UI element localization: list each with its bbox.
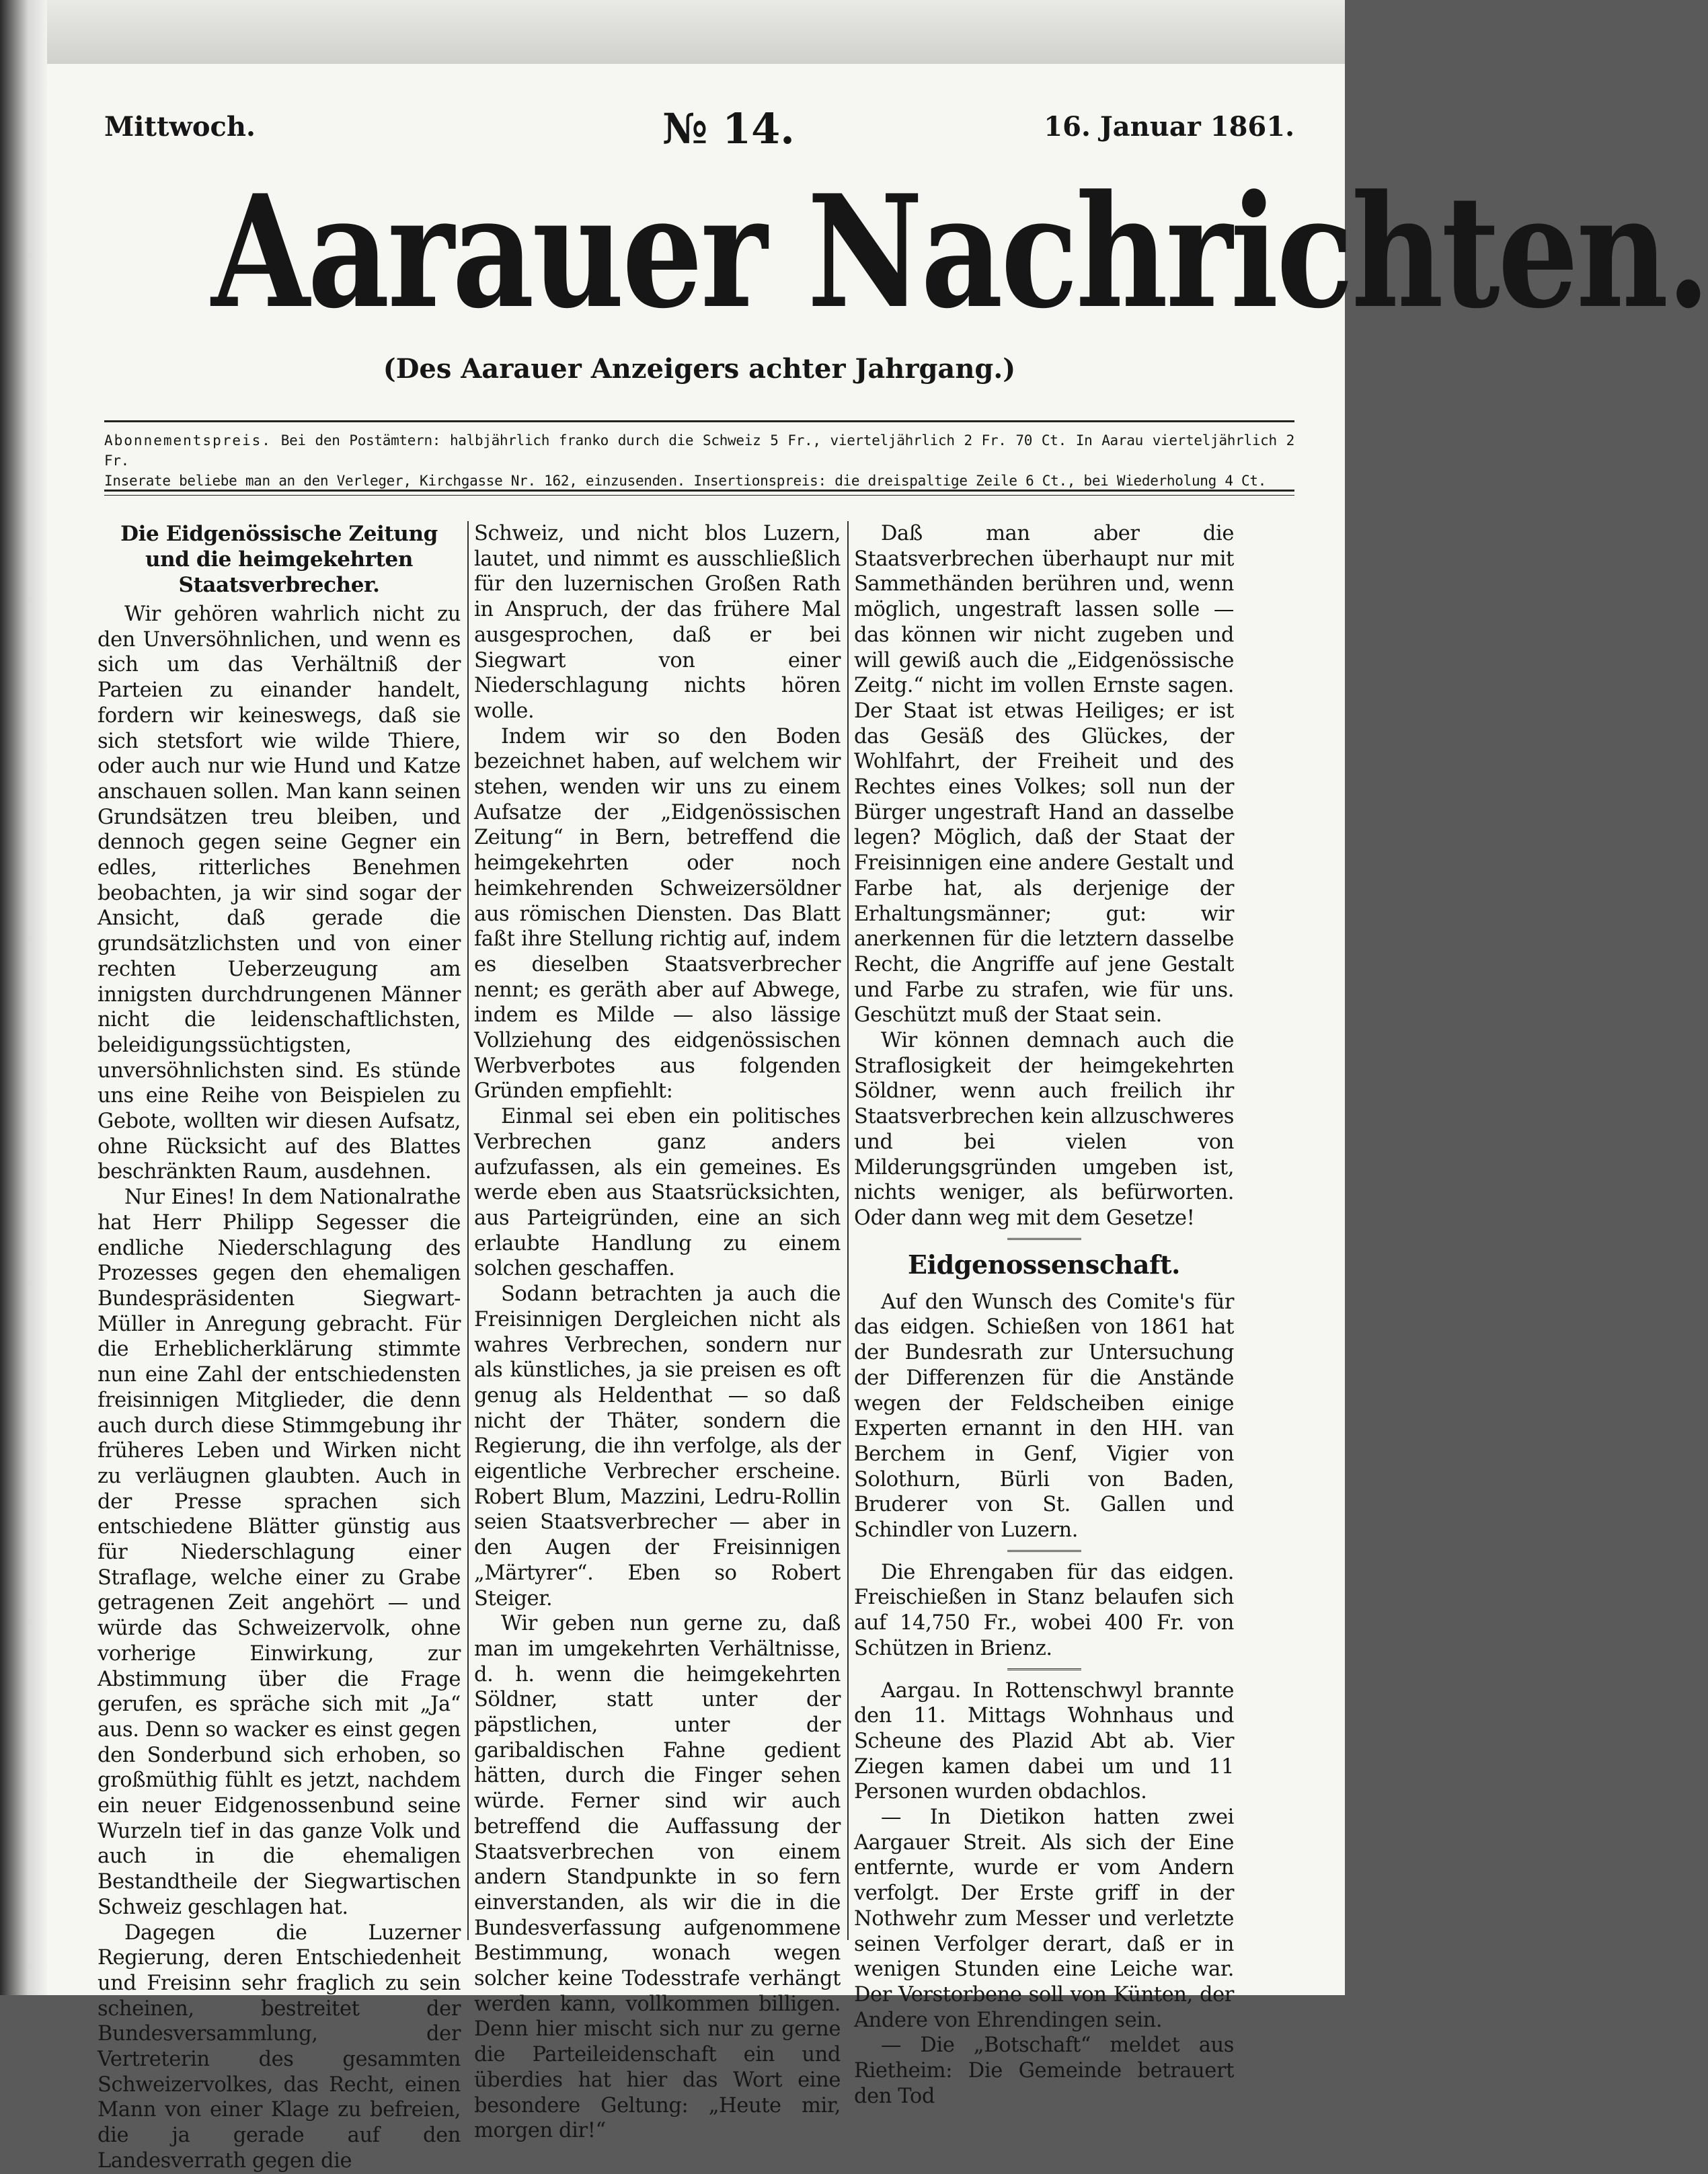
separator (1007, 1668, 1081, 1670)
newspaper-title: Aarauer Nachrichten. (211, 161, 1708, 343)
article-paragraph: Wir können demnach auch die Straflosigkeit der heimgekehrten Söldner, wenn auch freilich ihr Staatsverbrechen kein allzuschweres und bei vielen von Milderungsgründen umgeben ist, nichts weniger, als befürworten. Oder dann weg mit dem Gesetze! (854, 1029, 1234, 1230)
article-paragraph: Schweiz, und nicht blos Luzern, lautet, und nimmt es ausschließlich für den luzernischen Großen Rath in Anspruch, der das frühere Mal ausgesprochen, daß er bei Siegwart von einer Niederschlagung nichts hören wolle. (474, 522, 841, 723)
previous-page-edge (47, 0, 1345, 65)
article-headline: Die Eidgenössische Zeitung und die heimgekehrten Staatsverbrecher. (120, 522, 438, 597)
notice-line-2: Inserate beliebe man an den Verleger, Kirchgasse Nr. 162, einzusenden. Insertionspreis: die dreispaltige Zeile 6 Ct., bei Wiederholung 4 Ct. (104, 473, 1267, 489)
notice-rule-thin (104, 495, 1294, 496)
notice-line-1 (104, 430, 1294, 471)
article-paragraph: Einmal sei eben ein politisches Verbrechen ganz anders aufzufassen, als ein gemeines. Es werde eben aus Staatsrücksichten, aus Parteigründen, eine an sich erlaubte Handlung zu einem solchen geschaffen. (474, 1105, 841, 1281)
article-paragraph: Nur Eines! In dem Nationalrathe hat Herr Philipp Segesser die endliche Niederschlagung des Prozesses gegen den ehemaligen Bundespräsidenten Siegwart-Müller in Anregung gebracht. Für die Erheblicherklärung stimmte nun eine Zahl der entschiedensten freisinnigen Mitglieder, die denn auch durch diese Stimmgebung ihr früheres Leben und Wirken nicht zu verläugnen glaubten. Auch in der Presse sprachen sich entschiedene Blätter günstig aus für Niederschlagung einer Straflage, welche einer zu Grabe getragenen Zeit angehört — und würde das Schweizervolk, ohne vorherige Einwirkung, zur Abstimmung über die Frage gerufen, es spräche sich mit „Ja“ aus. Denn so wacker es einst gegen den Sonderbund sich erhoben, so großmüthig fühlt es jetzt, nachdem ein neuer Eidgenossenbund seine Wurzeln tief in das ganze Volk und auch in die ehemaligen Bestandtheile der Siegwartischen Schweiz geschlagen hat. (98, 1186, 461, 1919)
subscription-notice (104, 430, 1294, 491)
news-item: Aargau. In Rottenschwyl brannte den 11. Mittags Wohnhaus und Scheune des Plazid Abt ab. Vier Ziegen kamen dabei um und 11 Personen wurden obdachlos. (854, 1678, 1234, 1804)
section-heading: Eidgenossenschaft. (908, 1249, 1180, 1280)
news-item: Auf den Wunsch des Comite's für das eidgen. Schießen von 1861 hat der Bundesrath zur Untersuchung der Differenzen für die Anstände wegen der Feldscheiben einige Experten ernannt in den HH. van Berchem in Genf, Vigier von Solothurn, Bürli von Baden, Bruderer von St. Gallen und Schindler von Luzern. (854, 1290, 1234, 1543)
weekday: Mittwoch. (104, 111, 256, 143)
column-divider (847, 521, 849, 1940)
article-paragraph: Wir geben nun gerne zu, daß man im umgekehrten Verhältnisse, d. h. wenn die heimgekehrten Söldner, statt unter der päpstlichen, unter der garibaldischen Fahne gedient hätten, durch die Finger sehen würde. Ferner sind wir auch betreffend die Auffassung der Staatsverbrechen von einem andern Standpunkte in so fern einverstanden, als wir die in die Bundesverfassung aufgenommene Bestimmung, wonach wegen solcher keine Todesstrafe verhängt werden kann, vollkommen billigen. Denn hier mischt sich nur zu gerne die Parteileidenschaft ein und überdies hat hier das Wort eine besondere Geltung: „Heute mir, morgen dir!“ (474, 1612, 841, 2143)
article-paragraph: Sodann betrachten ja auch die Freisinnigen Dergleichen nicht als wahres Verbrechen, sondern nur als künstliches, ja sie preisen es oft genug als Heldenthat — so daß nicht der Thäter, sondern die Regierung, die ihn verfolge, als der eigentliche Verbrecher erscheine. Robert Blum, Mazzini, Ledru-Rollin seien Staatsverbrecher — aber in den Augen der Freisinnigen „Märtyrer“. Eben so Robert Steiger. (474, 1282, 841, 1610)
newspaper-page (47, 64, 1708, 2173)
notice-line-1-text: Bei den Postämtern: halbjährlich franko durch die Schweiz 5 Fr., vierteljährlich 2 Fr. 70 Ct. In Aarau vierteljährlich 2 Fr. (104, 432, 1294, 469)
newspaper-subtitle: (Des Aarauer Anzeigers achter Jahrgang.) (383, 353, 1016, 385)
news-item: Die Ehrengaben für das eidgen. Freischießen in Stanz belaufen sich auf 14,750 Fr., wobei 400 Fr. von Schützen in Brienz. (854, 1560, 1234, 1660)
masthead-row (104, 104, 1294, 158)
column-1 (98, 521, 461, 2173)
column-2 (474, 521, 841, 2143)
top-rule (104, 420, 1294, 422)
issue-number: № 14. (662, 104, 795, 153)
article-paragraph: Wir gehören wahrlich nicht zu den Unversöhnlichen, und wenn es sich um das Verhältniß der Parteien zu einander handelt, fordern wir keineswegs, daß sie sich stetsfort wie wilde Thiere, oder auch nur wie Hund und Katze anschauen sollen. Man kann seinen Grundsätzen treu bleiben, und dennoch gegen seine Gegner ein edles, ritterliches Benehmen beobachten, ja wir sind sogar der Ansicht, daß gerade die grundsätzlichsten und von einer rechten Ueberzeugung am innigsten durchdrungenen Männer nicht die leidenschaftlichsten, beleidigungssüchtigsten, unversöhnlichsten sind. Es stünde uns eine Reihe von Beispielen zu Gebote, wollten wir diesen Aufsatz, ohne Rücksicht auf des Blattes beschränkten Raum, ausdehnen. (98, 603, 461, 1184)
separator (1007, 1238, 1081, 1240)
column-3 (854, 521, 1234, 2108)
notice-lead: Abonnementspreis. (104, 432, 272, 449)
news-item: — In Dietikon hatten zwei Aargauer Streit. Als sich der Eine entfernte, wurde er vom Andern verfolgt. Der Erste griff in der Nothwehr zum Messer und verletzte seinen Verfolger derart, daß er in wenigen Stunden eine Leiche war. Der Verstorbene soll von Künten, der Andere von Ehrendingen sein. (854, 1806, 1234, 2032)
notice-rule (104, 490, 1294, 492)
book-binding-edge (0, 0, 49, 1995)
separator (1007, 1550, 1081, 1552)
column-divider (467, 521, 469, 1940)
issue-date: 16. Januar 1861. (1044, 111, 1294, 143)
article-paragraph: Dagegen die Luzerner Regierung, deren Entschiedenheit und Freisinn sehr fraglich zu sein scheinen, bestreitet der Bundesversammlung, der Vertreterin des gesammten Schweizervolkes, das Recht, einen Mann von einer Klage zu befreien, die ja gerade auf den Landesverrath gegen die (98, 1920, 461, 2173)
article-paragraph: Daß man aber die Staatsverbrechen überhaupt nur mit Sammethänden berühren und, wenn möglich, ungestraft lassen solle — das können wir nicht zugeben und will gewiß auch die „Eidgenössische Zeitg.“ nicht im vollen Ernste sagen. Der Staat ist etwas Heiliges; er ist das Gesäß des Glückes, der Wohlfahrt, der Freiheit und des Rechtes eines Volkes; soll nun der Bürger ungestraft Hand an dasselbe legen? Möglich, daß der Staat der Freisinnigen eine andere Gestalt und Farbe hat, als derjenige der Erhaltungsmänner; gut: wir anerkennen für die letztern dasselbe Recht, die Angriffe auf jene Gestalt und Farbe zu strafen, wie für uns. Geschützt muß der Staat sein. (854, 522, 1234, 1027)
news-item: — Die „Botschaft“ meldet aus Rietheim: Die Gemeinde betrauert den Tod (854, 2033, 1234, 2108)
article-paragraph: Indem wir so den Boden bezeichnet haben, auf welchem wir stehen, wenden wir uns zu einem Aufsatze der „Eidgenössischen Zeitung“ in Bern, betreffend die heimgekehrten oder noch heimkehrenden Schweizersöldner aus römischen Diensten. Das Blatt faßt ihre Stellung richtig auf, indem es dieselben Staatsverbrecher nennt; es geräth aber auf Abwege, indem es Milde — also lässige Vollziehung des eidgenössischen Werbverbotes aus folgenden Gründen empfiehlt: (474, 724, 841, 1103)
